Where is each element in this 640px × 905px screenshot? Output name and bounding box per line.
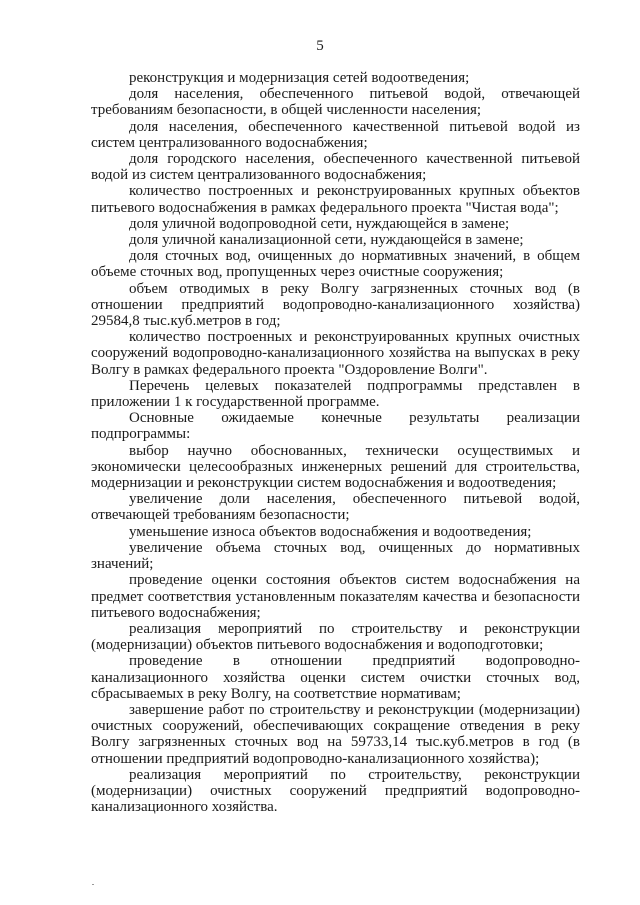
paragraph: уменьшение износа объектов водоснабжения и водоотведения; [129, 523, 532, 540]
paragraph: проведение оценки состояния объектов систем водоснабжения на предмет соответствия установленным показателям качества и безопасности питьевого водоснабжения; [91, 572, 580, 621]
page-number: 5 [316, 38, 324, 54]
paragraph: количество построенных и реконструированных крупных очистных сооружений водопроводно-канализационного хозяйства на выпусках в реку Волгу в рамках федерального проекта "Оздоровление Волги". [91, 329, 580, 378]
scan-speck [92, 884, 94, 885]
paragraph: объем отводимых в реку Волгу загрязненных сточных вод (в отношении предприятий водопроводно-канализационного хозяйства) 29584,8 тыс.куб.метров в год; [91, 280, 580, 330]
paragraph: реконструкция и модернизация сетей водоотведения; [129, 70, 470, 86]
paragraph: Основные ожидаемые конечные результаты реализации подпрограммы: [91, 410, 580, 443]
paragraph: количество построенных и реконструированных крупных объектов питьевого водоснабжения в рамках федерального проекта "Чистая вода"; [91, 183, 580, 216]
paragraph: реализация мероприятий по строительству и реконструкции (модернизации) объектов питьевого водоснабжения и водоподготовки; [91, 620, 580, 654]
paragraph: доля уличной водопроводной сети, нуждающейся в замене; [129, 215, 510, 232]
paragraph: доля уличной канализационной сети, нуждающейся в замене; [129, 232, 524, 249]
document-body [91, 70, 580, 815]
paragraph: доля населения, обеспеченного качественной питьевой водой из систем централизованного водоснабжения; [91, 118, 580, 151]
paragraph: завершение работ по строительству и реконструкции (модернизации) очистных сооружений, обеспечивающих сокращение отведения в реку Волгу загрязненных сточных вод на 59733,14 тыс.куб.метров в год (в отношении предприятий водопроводно-канализационного хозяйства); [91, 701, 580, 767]
paragraph: доля населения, обеспеченного питьевой водой, отвечающей требованиям безопасности, в общей численности населения; [91, 86, 580, 119]
paragraph: реализация мероприятий по строительству, реконструкции (модернизации) очистных сооружений предприятий водопроводно-канализационного хозяйства. [91, 766, 580, 816]
paragraph: проведение в отношении предприятий водопроводно-канализационного хозяйства оценки систем очистки сточных вод, сбрасываемых в реку Волгу, на соответствие нормативам; [91, 653, 580, 702]
paragraph: Перечень целевых показателей подпрограммы представлен в приложении 1 к государственной программе. [91, 377, 580, 411]
paragraph: увеличение объема сточных вод, очищенных до нормативных значений; [91, 539, 580, 573]
paragraph: увеличение доли населения, обеспеченного питьевой водой, отвечающей требованиям безопасности; [91, 491, 580, 524]
paragraph: доля городского населения, обеспеченного качественной питьевой водой из систем централизованного водоснабжения; [91, 151, 580, 184]
paragraph: доля сточных вод, очищенных до нормативных значений, в общем объеме сточных вод, пропущенных через очистные сооружения; [91, 248, 580, 281]
paragraph: выбор научно обоснованных, технически осуществимых и экономически целесообразных инженерных решений для строительства, модернизации и реконструкции систем водоснабжения и водоотведения; [91, 442, 580, 492]
